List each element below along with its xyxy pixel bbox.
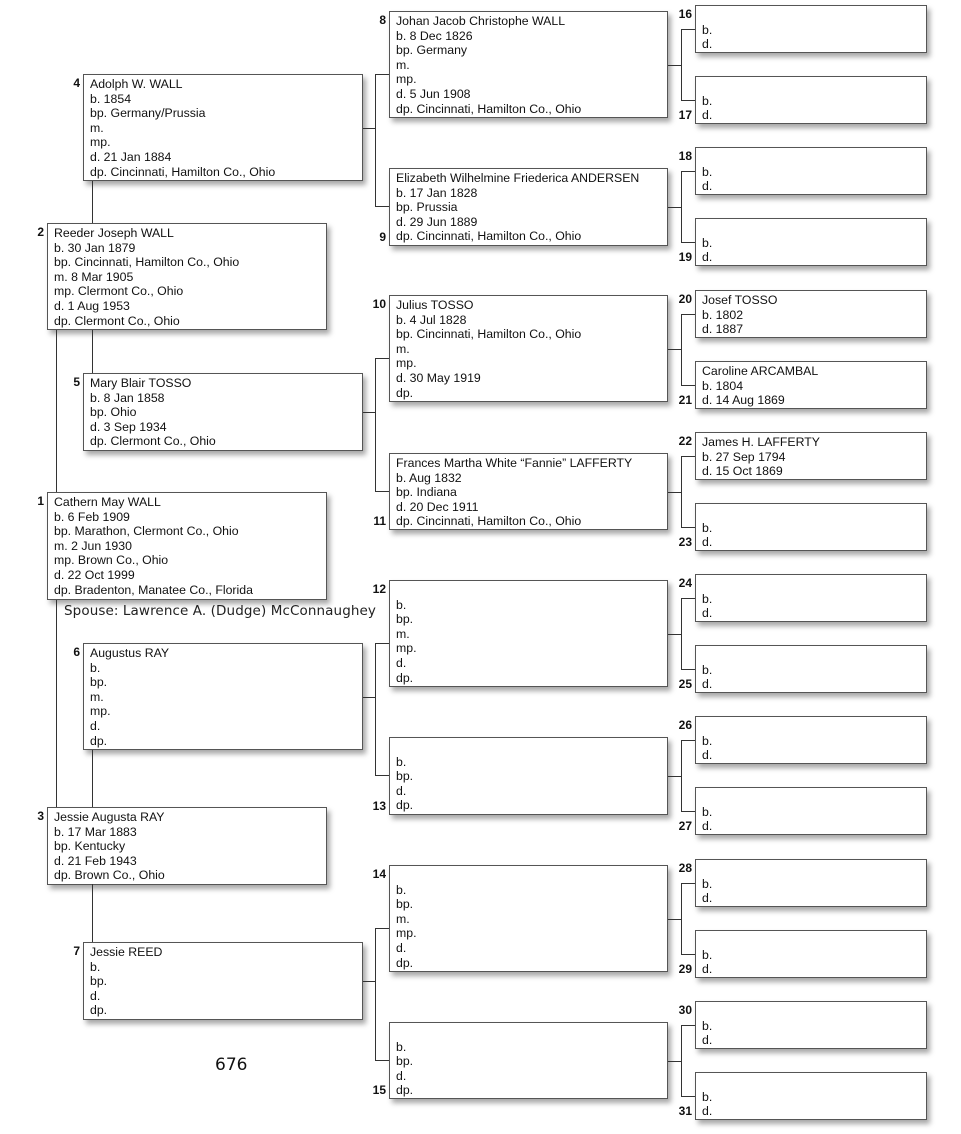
ahnentafel-number: 7	[73, 944, 80, 958]
connector-line	[681, 1025, 682, 1097]
person-fact: d.	[90, 988, 101, 1003]
person-box-22[interactable]	[695, 432, 927, 480]
person-fact: dp.	[90, 1003, 108, 1018]
person-fact: dp. Bradenton, Manatee Co., Florida	[54, 582, 253, 597]
person-box-6[interactable]	[83, 643, 363, 750]
person-fact: b.	[702, 235, 713, 250]
connector-line	[681, 811, 695, 812]
spouse-note: Spouse: Lawrence A. (Dudge) McConnaughey	[64, 603, 377, 619]
person-fact: b.	[702, 804, 713, 819]
ahnentafel-number: 29	[678, 962, 692, 976]
connector-line	[681, 456, 682, 528]
person-name: Cathern May WALL	[54, 495, 161, 509]
person-fact: dp.	[396, 955, 414, 970]
connector-line	[668, 65, 681, 66]
person-fact: d. 21 Feb 1943	[54, 853, 137, 868]
person-box-8[interactable]	[389, 11, 668, 118]
person-fact: b.	[702, 520, 713, 535]
person-fact: d.	[702, 1104, 713, 1119]
person-fact: d.	[396, 783, 407, 798]
person-box-20[interactable]	[695, 290, 927, 338]
connector-line	[56, 330, 57, 492]
person-fact: d. 3 Sep 1934	[90, 419, 167, 434]
person-box-14[interactable]	[389, 865, 668, 972]
connector-line	[681, 1096, 695, 1097]
ahnentafel-number: 10	[372, 297, 386, 311]
connector-line	[681, 29, 682, 101]
person-fact: m.	[396, 341, 410, 356]
ahnentafel-number: 11	[373, 514, 386, 528]
person-name: Johan Jacob Christophe WALL	[396, 14, 566, 28]
person-fact: dp. Brown Co., Ohio	[54, 868, 165, 883]
ahnentafel-number: 1	[37, 494, 44, 508]
person-box-31[interactable]	[695, 1072, 927, 1120]
person-fact: b. Aug 1832	[396, 470, 462, 485]
person-fact: bp. Marathon, Clermont Co., Ohio	[54, 524, 239, 539]
person-fact: d. 1 Aug 1953	[54, 298, 130, 313]
ahnentafel-number: 15	[372, 1083, 386, 1097]
ahnentafel-number: 27	[678, 819, 692, 833]
person-fact: bp. Kentucky	[54, 839, 126, 854]
connector-line	[681, 29, 695, 30]
ahnentafel-number: 30	[678, 1003, 692, 1017]
connector-line	[92, 750, 93, 807]
person-name	[702, 862, 926, 877]
ahnentafel-number: 6	[73, 645, 80, 659]
person-fact: d. 21 Jan 1884	[90, 149, 172, 164]
person-fact: d.	[702, 748, 713, 763]
ahnentafel-number: 14	[372, 867, 386, 881]
person-fact: bp.	[396, 1054, 414, 1069]
person-name: James H. LAFFERTY	[702, 435, 820, 449]
connector-line	[375, 491, 389, 492]
person-fact: d. 5 Jun 1908	[396, 86, 471, 101]
person-name	[702, 1075, 926, 1090]
person-box-18[interactable]	[695, 147, 927, 195]
person-fact: d.	[90, 718, 101, 733]
person-fact: m.	[396, 911, 410, 926]
person-name	[702, 933, 926, 948]
person-fact: b. 30 Jan 1879	[54, 240, 136, 255]
person-fact: d.	[702, 37, 713, 52]
ahnentafel-number: 20	[678, 292, 692, 306]
person-box-29[interactable]	[695, 930, 927, 978]
person-box-10[interactable]	[389, 295, 668, 402]
connector-line	[375, 74, 376, 207]
person-fact: b. 1854	[90, 91, 132, 106]
connector-line	[92, 181, 93, 223]
person-fact: d.	[702, 1033, 713, 1048]
person-fact: bp.	[396, 612, 414, 627]
person-fact: d.	[396, 1068, 407, 1083]
person-name: Jessie REED	[90, 945, 163, 959]
person-fact: b.	[702, 947, 713, 962]
ahnentafel-number: 5	[73, 375, 80, 389]
connector-line	[56, 600, 57, 807]
connector-line	[363, 128, 375, 129]
connector-line	[375, 358, 376, 492]
person-fact: bp.	[90, 675, 108, 690]
connector-line	[681, 100, 695, 101]
person-fact: mp.	[396, 72, 417, 87]
connector-line	[668, 349, 681, 350]
person-box-3[interactable]	[47, 807, 327, 885]
person-box-23[interactable]	[695, 503, 927, 551]
connector-line	[668, 919, 681, 920]
person-fact: dp. Clermont Co., Ohio	[90, 434, 216, 449]
person-name	[702, 577, 926, 592]
person-fact: dp.	[396, 385, 414, 400]
person-fact: b.	[702, 1089, 713, 1104]
person-fact: bp. Germany/Prussia	[90, 106, 206, 121]
person-fact: b. 17 Mar 1883	[54, 824, 137, 839]
person-name: Caroline ARCAMBAL	[702, 364, 819, 378]
person-fact: b. 8 Jan 1858	[90, 390, 165, 405]
person-fact: bp.	[396, 897, 414, 912]
ahnentafel-number: 18	[678, 149, 692, 163]
ahnentafel-number: 22	[678, 434, 692, 448]
person-name: Frances Martha White “Fannie” LAFFERTY	[396, 456, 633, 470]
person-fact: m.	[396, 57, 410, 72]
connector-line	[668, 634, 681, 635]
ahnentafel-number: 16	[678, 7, 692, 21]
person-fact: dp. Cincinnati, Hamilton Co., Ohio	[396, 514, 582, 529]
person-fact: b. 1804	[702, 378, 744, 393]
person-fact: b.	[702, 1018, 713, 1033]
person-name	[396, 1025, 667, 1040]
ahnentafel-number: 25	[678, 677, 692, 691]
ahnentafel-number: 13	[372, 799, 386, 813]
person-name	[702, 719, 926, 734]
connector-line	[681, 456, 695, 457]
person-box-7[interactable]	[83, 942, 363, 1020]
person-fact: b. 27 Sep 1794	[702, 449, 786, 464]
ahnentafel-number: 31	[678, 1104, 692, 1118]
person-box-15[interactable]	[389, 1022, 668, 1099]
connector-line	[681, 242, 695, 243]
person-fact: bp. Cincinnati, Hamilton Co., Ohio	[396, 327, 582, 342]
connector-line	[375, 74, 389, 75]
person-box-28[interactable]	[695, 859, 927, 907]
connector-line	[668, 207, 681, 208]
ahnentafel-number: 9	[379, 230, 386, 244]
person-box-30[interactable]	[695, 1001, 927, 1049]
connector-line	[681, 171, 695, 172]
connector-line	[668, 492, 681, 493]
connector-line	[92, 330, 93, 373]
person-name: Mary Blair TOSSO	[90, 376, 192, 390]
connector-line	[681, 171, 682, 243]
person-box-27[interactable]	[695, 787, 927, 835]
connector-line	[375, 928, 389, 929]
person-box-13[interactable]	[389, 737, 668, 815]
person-fact: b.	[702, 164, 713, 179]
connector-line	[363, 412, 375, 413]
person-fact: mp. Clermont Co., Ohio	[54, 284, 184, 299]
person-box-1[interactable]	[47, 492, 327, 600]
person-fact: b. 8 Dec 1826	[396, 28, 473, 43]
connector-line	[375, 1060, 389, 1061]
connector-line	[681, 1025, 695, 1026]
connector-line	[681, 314, 682, 386]
person-box-25[interactable]	[695, 645, 927, 693]
connector-line	[681, 740, 695, 741]
person-fact: mp.	[90, 704, 111, 719]
connector-line	[681, 385, 695, 386]
person-name	[702, 79, 926, 94]
person-name: Reeder Joseph WALL	[54, 226, 174, 240]
person-name: Jessie Augusta RAY	[54, 810, 165, 824]
person-fact: dp.	[396, 1083, 414, 1098]
person-fact: bp. Prussia	[396, 200, 458, 215]
person-fact: mp.	[90, 135, 111, 150]
connector-line	[363, 697, 375, 698]
ahnentafel-number: 2	[37, 225, 44, 239]
person-fact: bp.	[90, 974, 108, 989]
person-fact: d. 22 Oct 1999	[54, 567, 135, 582]
ahnentafel-number: 12	[372, 582, 386, 596]
person-name: Adolph W. WALL	[90, 77, 183, 91]
connector-line	[375, 928, 376, 1061]
person-name	[702, 221, 926, 236]
person-fact: d.	[396, 655, 407, 670]
person-fact: b.	[702, 22, 713, 37]
connector-line	[681, 883, 682, 955]
connector-line	[681, 669, 695, 670]
person-fact: b.	[396, 1039, 407, 1054]
person-name: Josef TOSSO	[702, 293, 778, 307]
person-fact: bp. Germany	[396, 43, 468, 58]
connector-line	[375, 206, 389, 207]
person-fact: d. 30 May 1919	[396, 370, 481, 385]
ahnentafel-number: 23	[678, 535, 692, 549]
person-fact: dp. Cincinnati, Hamilton Co., Ohio	[396, 101, 582, 116]
person-fact: b.	[396, 882, 407, 897]
person-fact: d.	[702, 108, 713, 123]
person-fact: dp. Clermont Co., Ohio	[54, 313, 180, 328]
person-name	[702, 506, 926, 521]
connector-line	[681, 527, 695, 528]
person-fact: d.	[396, 940, 407, 955]
connector-line	[681, 883, 695, 884]
person-fact: d. 1887	[702, 322, 744, 337]
person-fact: mp.	[396, 926, 417, 941]
person-box-19[interactable]	[695, 218, 927, 266]
person-fact: d.	[702, 819, 713, 834]
person-fact: d.	[702, 250, 713, 265]
person-box-4[interactable]	[83, 74, 363, 181]
person-fact: d. 15 Oct 1869	[702, 464, 783, 479]
person-box-12[interactable]	[389, 580, 668, 687]
connector-line	[668, 776, 681, 777]
connector-line	[363, 981, 375, 982]
person-box-17[interactable]	[695, 76, 927, 124]
person-fact: dp. Cincinnati, Hamilton Co., Ohio	[396, 229, 582, 244]
ahnentafel-number: 28	[678, 861, 692, 875]
person-fact: b.	[90, 660, 101, 675]
connector-line	[681, 740, 682, 812]
person-fact: dp.	[90, 733, 108, 748]
person-fact: bp. Cincinnati, Hamilton Co., Ohio	[54, 255, 240, 270]
connector-line	[681, 598, 682, 670]
person-fact: dp. Cincinnati, Hamilton Co., Ohio	[90, 164, 276, 179]
person-fact: m.	[90, 120, 104, 135]
person-fact: d. 14 Aug 1869	[702, 393, 785, 408]
person-fact: mp.	[396, 641, 417, 656]
ahnentafel-number: 3	[37, 809, 44, 823]
person-fact: dp.	[396, 798, 414, 813]
person-name: Julius TOSSO	[396, 298, 474, 312]
connector-line	[375, 358, 389, 359]
person-fact: b.	[702, 733, 713, 748]
person-fact: d.	[702, 962, 713, 977]
person-box-24[interactable]	[695, 574, 927, 622]
person-fact: bp.	[396, 769, 414, 784]
person-name: Elizabeth Wilhelmine Friederica ANDERSEN	[396, 171, 640, 185]
ahnentafel-number: 26	[678, 718, 692, 732]
connector-line	[681, 954, 695, 955]
person-fact: d.	[702, 677, 713, 692]
person-fact: d. 20 Dec 1911	[396, 499, 479, 514]
person-fact: b. 4 Jul 1828	[396, 312, 467, 327]
person-fact: b.	[702, 662, 713, 677]
person-fact: bp. Indiana	[396, 485, 457, 500]
person-fact: d. 29 Jun 1889	[396, 214, 478, 229]
person-fact: dp.	[396, 670, 414, 685]
connector-line	[681, 598, 695, 599]
connector-line	[375, 643, 376, 776]
person-fact: d.	[702, 179, 713, 194]
person-box-21[interactable]	[695, 361, 927, 409]
person-fact: b.	[702, 93, 713, 108]
person-name	[702, 790, 926, 805]
person-fact: b.	[702, 876, 713, 891]
person-fact: b. 1802	[702, 307, 744, 322]
page-number: 676	[215, 1055, 248, 1075]
person-box-9[interactable]	[389, 168, 668, 246]
person-fact: b. 6 Feb 1909	[54, 509, 130, 524]
person-fact: d.	[702, 606, 713, 621]
person-box-16[interactable]	[695, 5, 927, 53]
person-box-11[interactable]	[389, 453, 668, 530]
ahnentafel-number: 4	[73, 76, 80, 90]
ahnentafel-number: 17	[678, 108, 692, 122]
connector-line	[681, 314, 695, 315]
ahnentafel-number: 8	[379, 13, 386, 27]
connector-line	[668, 1061, 681, 1062]
person-fact: b.	[90, 959, 101, 974]
person-fact: b.	[702, 591, 713, 606]
connector-line	[92, 884, 93, 942]
person-name	[702, 8, 926, 23]
person-name	[702, 150, 926, 165]
person-fact: mp.	[396, 356, 417, 371]
ahnentafel-number: 19	[678, 250, 692, 264]
person-fact: m. 8 Mar 1905	[54, 269, 134, 284]
person-fact: m. 2 Jun 1930	[54, 538, 132, 553]
person-fact: d.	[702, 891, 713, 906]
person-name: Augustus RAY	[90, 646, 170, 660]
person-fact: b. 17 Jan 1828	[396, 185, 478, 200]
person-fact: m.	[90, 689, 104, 704]
person-fact: mp. Brown Co., Ohio	[54, 553, 169, 568]
ahnentafel-number: 21	[678, 393, 692, 407]
connector-line	[375, 775, 389, 776]
connector-line	[375, 643, 389, 644]
person-name	[396, 740, 667, 755]
person-fact: m.	[396, 626, 410, 641]
person-fact: b.	[396, 597, 407, 612]
person-fact: bp. Ohio	[90, 405, 137, 420]
person-box-26[interactable]	[695, 716, 927, 764]
person-box-5[interactable]	[83, 373, 363, 451]
person-name	[702, 1004, 926, 1019]
person-name	[396, 868, 667, 883]
person-box-2[interactable]	[47, 223, 327, 330]
person-fact: b.	[396, 754, 407, 769]
person-name	[396, 583, 667, 598]
person-fact: d.	[702, 535, 713, 550]
ahnentafel-number: 24	[678, 576, 692, 590]
person-name	[702, 648, 926, 663]
